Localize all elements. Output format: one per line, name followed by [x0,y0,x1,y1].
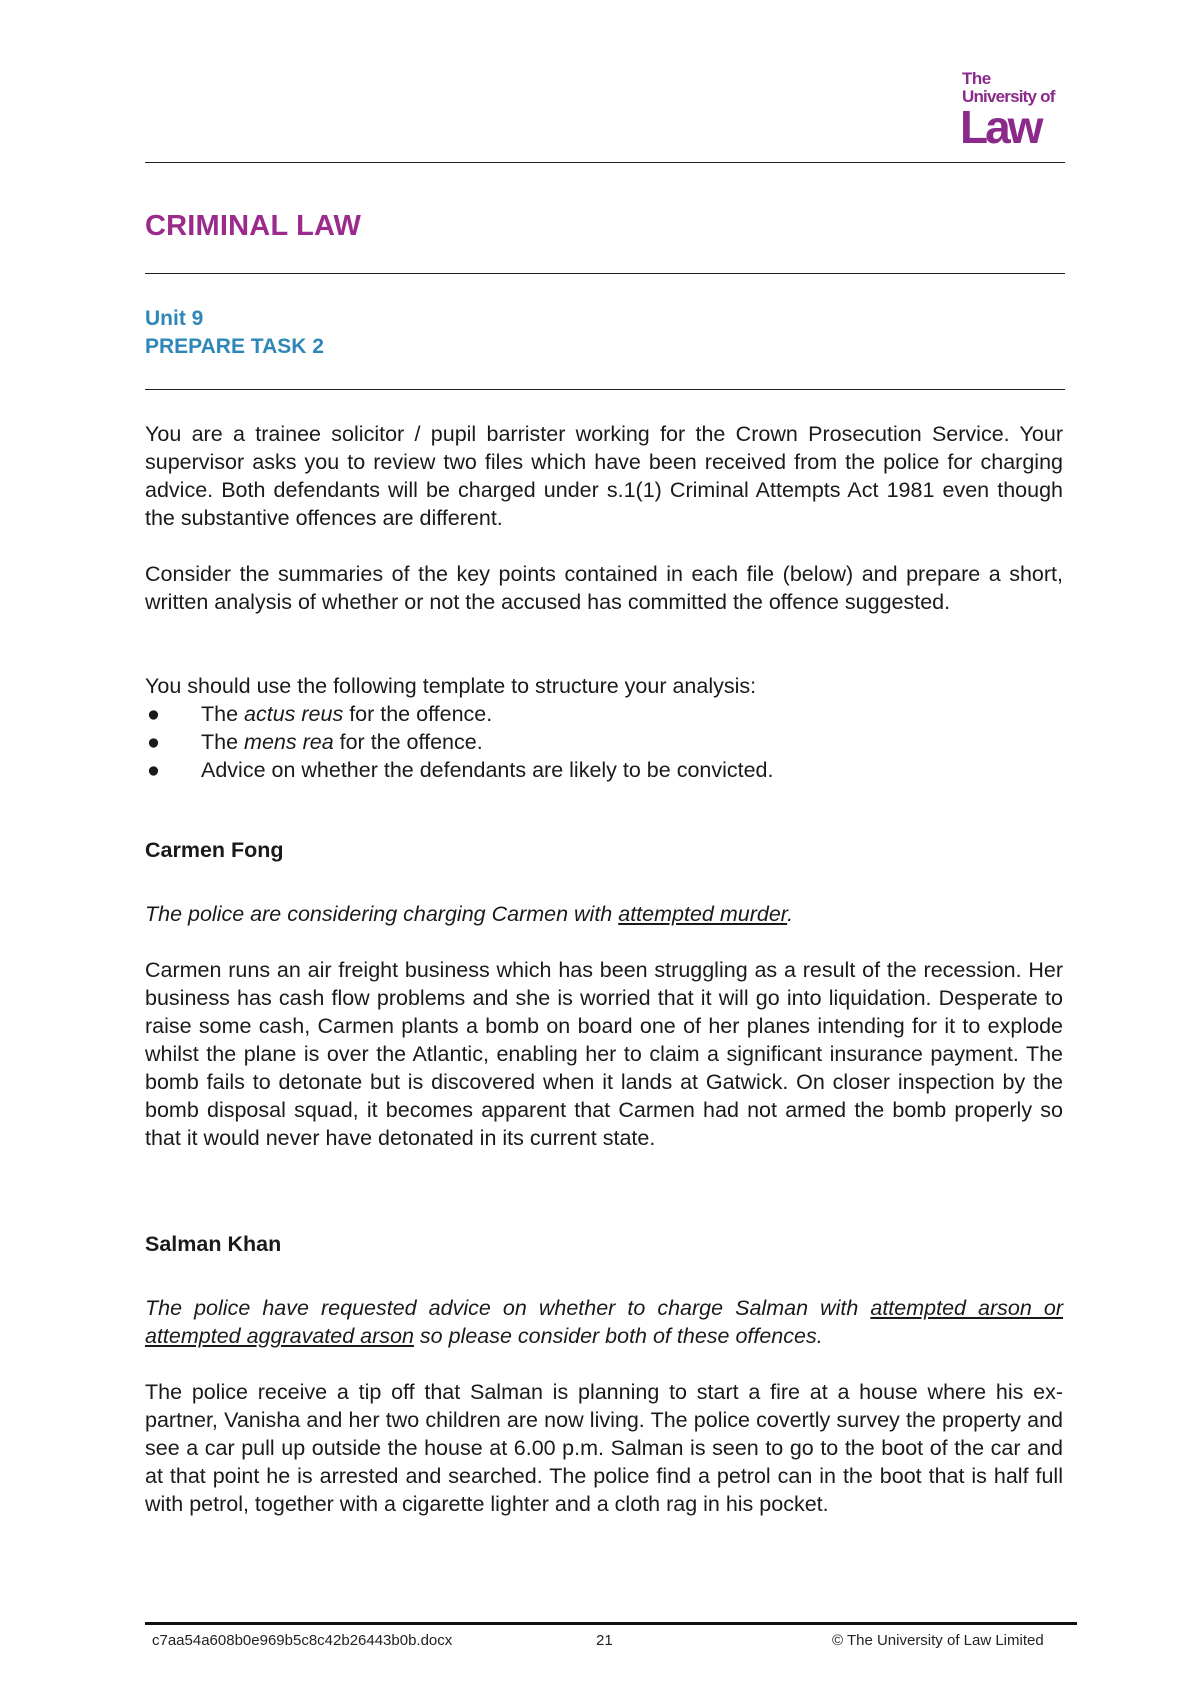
unit-label: Unit 9 [145,307,204,330]
university-logo [960,69,1062,153]
task-label: PREPARE TASK 2 [145,335,324,358]
case-heading-carmen: Carmen Fong [145,838,284,862]
case-charge-salman: The police have requested advice on whether to charge Salman with attempted arson or attempted aggravated arson so please consider both of these offences. [145,1296,1063,1348]
case-heading-salman: Salman Khan [145,1232,282,1256]
header-divider [145,162,1065,163]
logo-line-1: The [962,69,991,88]
logo-line-2: University of [962,87,1055,106]
footer-divider [145,1622,1077,1625]
intro-paragraph-2: Consider the summaries of the key points contained in each file (below) and prepare a short, written analysis of whether or not the accused has committed the offence suggested. [145,562,1063,614]
case-charge-carmen: The police are considering charging Carmen with attempted murder. [145,902,794,926]
title-divider [145,273,1065,274]
list-item: ● The mens rea for the offence. [147,730,483,754]
footer-filename: c7aa54a608b0e969b5c8c42b26443b0b.docx [152,1632,453,1649]
analysis-template-list [145,700,1063,784]
section-divider [145,389,1065,390]
page-title: CRIMINAL LAW [145,210,362,242]
bullet-icon: ● [147,702,160,726]
intro-paragraph-3: You should use the following template to structure your analysis: [145,674,757,698]
list-item: ● The actus reus for the offence. [147,702,493,726]
case-facts-carmen: Carmen runs an air freight business which has been struggling as a result of the recession. Her business has cash flow problems and she is worried that it will go into liquidation. Desperate to raise some cash, Carmen plants a bomb on board one of her planes intending for it to explode whilst the plane is over the Atlantic, enabling her to claim a significant insurance payment. The bomb fails to detonate but is discovered when it lands at Gatwick. On closer inspection by the bomb disposal squad, it becomes apparent that Carmen had not armed the bomb properly so that it would never have detonated in its current state. [145,958,1063,1150]
bullet-icon: ● [147,758,160,782]
intro-paragraph-1: You are a trainee solicitor / pupil barrister working for the Crown Prosecution Service. Your supervisor asks you to review two files which have been received from the police for charging advice. Both defendants will be charged under s.1(1) Criminal Attempts Act 1981 even though the substantive offences are different. [145,422,1063,530]
logo-line-3: Law [960,101,1041,153]
case-facts-salman: The police receive a tip off that Salman is planning to start a fire at a house where his ex-partner, Vanisha and her two children are now living. The police covertly survey the property and see a car pull up outside the house at 6.00 p.m. Salman is seen to go to the boot of the car and at that point he is arrested and searched. The police find a petrol can in the boot that is half full with petrol, together with a cigarette lighter and a cloth rag in his pocket. [145,1380,1063,1516]
list-item: ● Advice on whether the defendants are likely to be convicted. [147,758,774,782]
footer-page-number: 21 [596,1632,613,1649]
footer-copyright: © The University of Law Limited [832,1632,1044,1649]
bullet-icon: ● [147,730,160,754]
